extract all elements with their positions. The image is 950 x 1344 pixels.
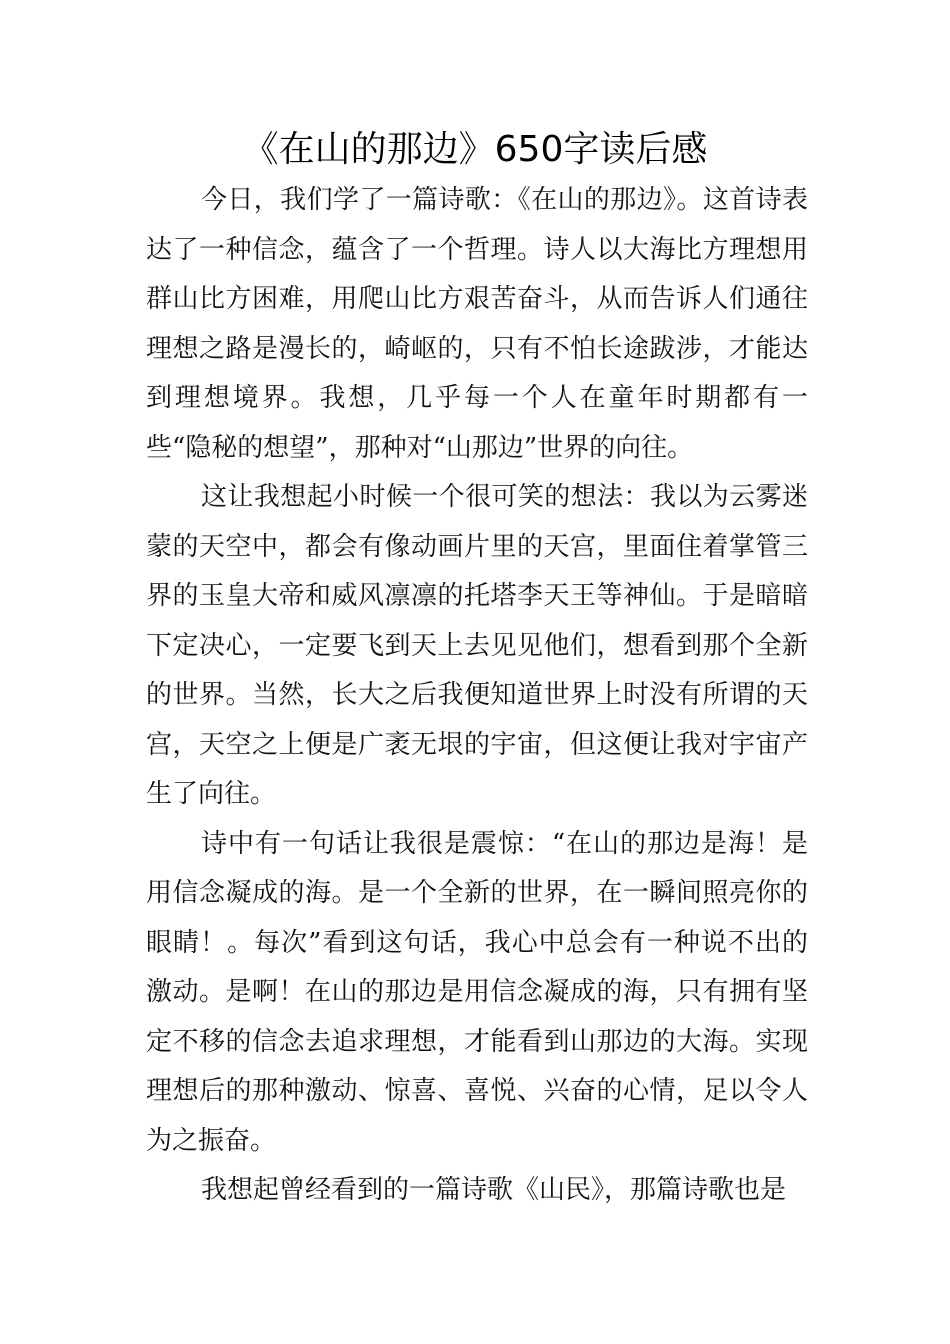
paragraph-2: 这让我想起小时候一个很可笑的想法：我以为云雾迷蒙的天空中，都会有像动画片里的天宫，里面住着掌管三界的玉皇大帝和威风凛凛的托塔李天王等神仙。于是暗暗下定决心，一定要飞到天上去见见他们，想看到那个全新的世界。当然，长大之后我便知道世界上时没有所谓的天宫，天空之上便是广袤无垠的宇宙，但这便让我对宇宙产生了向往。 xyxy=(146,482,808,809)
document-title: 《在山的那边》650字读后感 xyxy=(242,129,708,170)
paragraph-4: 我想起曾经看到的一篇诗歌《山民》，那篇诗歌也是 xyxy=(201,1175,787,1205)
paragraph-3: 诗中有一句话让我很是震惊：“在山的那边是海！是用信念凝成的海。是一个全新的世界，在一瞬间照亮你的眼睛！。每次”看到这句话，我心中总会有一种说不出的激动。是啊！在山的那边是用信念凝成的海，只有拥有坚定不移的信念去追求理想，才能看到山那边的大海。实现理想后的那种激动、惊喜、喜悦、兴奋的心情，足以令人为之振奋。 xyxy=(146,828,808,1156)
paragraph-1: 今日，我们学了一篇诗歌：《在山的那边》。这首诗表达了一种信念，蕴含了一个哲理。诗人以大海比方理想用群山比方困难，用爬山比方艰苦奋斗，从而告诉人们通往理想之路是漫长的，崎岖的，只有不怕长途跋涉，才能达到理想境界。我想，几乎每一个人在童年时期都有一些“隐秘的想望”，那种对“山那边”世界的向往。 xyxy=(146,185,808,463)
document-body xyxy=(146,176,808,1216)
